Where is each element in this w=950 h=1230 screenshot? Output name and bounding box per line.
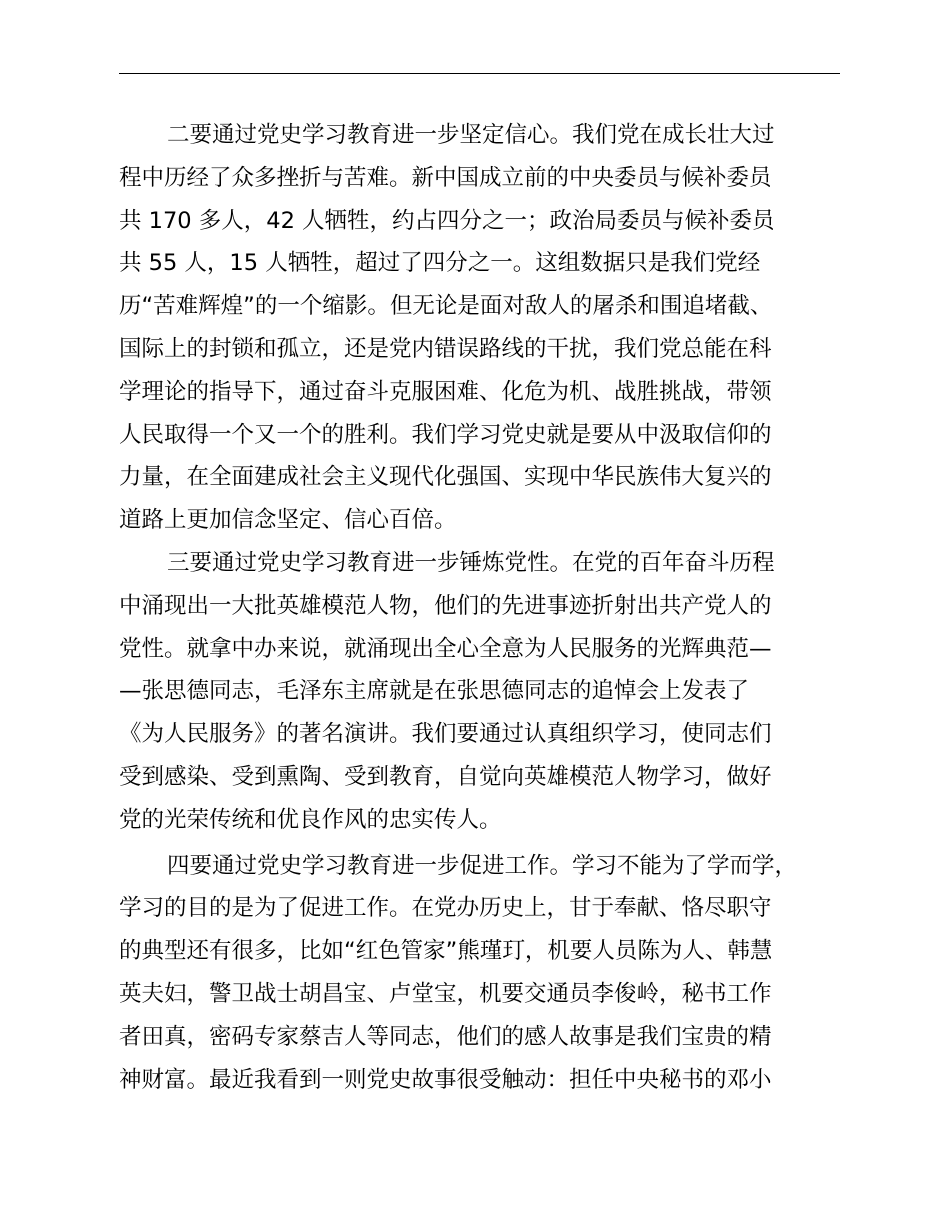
text-line: 学理论的指导下，通过奋斗克服困难、化危为机、战胜挑战，带领 <box>119 378 772 405</box>
text-line: 力量，在全面建成社会主义现代化强国、实现中华民族伟大复兴的 <box>119 464 772 491</box>
text-line: 学习的目的是为了促进工作。在党办历史上，甘于奉献、恪尽职守 <box>119 895 772 922</box>
text-line: 四要通过党史学习教育进一步促进工作。学习不能为了学而学， <box>167 852 798 879</box>
text-line: 共 55 人，15 人牺牲，超过了四分之一。这组数据只是我们党经 <box>119 250 761 277</box>
document-body <box>119 114 840 1101</box>
text-line: 二要通过党史学习教育进一步坚定信心。我们党在成长壮大过 <box>167 122 775 148</box>
text-line: 党性。就拿中办来说，就涌现出全心全意为人民服务的光辉典范— <box>119 635 772 662</box>
text-line: 共 170 多人，42 人牺牲，约占四分之一；政治局委员与候补委员 <box>119 207 775 234</box>
text-line: 党的光荣传统和优良作风的忠实传人。 <box>119 806 502 833</box>
paragraph <box>119 114 840 542</box>
text-line: 中涌现出一大批英雄模范人物，他们的先进事迹折射出共产党人的 <box>119 592 772 619</box>
text-line: 的典型还有很多，比如“红色管家”熊瑾玎，机要人员陈为人、韩慧 <box>119 938 773 965</box>
text-line: 者田真，密码专家蔡吉人等同志，他们的感人故事是我们宝贵的精 <box>119 1023 772 1050</box>
text-line: 受到感染、受到熏陶、受到教育，自觉向英雄模范人物学习，做好 <box>119 763 772 790</box>
text-line: 《为人民服务》的著名演讲。我们要通过认真组织学习，使同志们 <box>119 721 772 748</box>
paragraph <box>119 542 840 842</box>
paragraph <box>119 845 840 1102</box>
text-line: 人民取得一个又一个的胜利。我们学习党史就是要从中汲取信仰的 <box>119 421 772 448</box>
text-line: 三要通过党史学习教育进一步锤炼党性。在党的百年奋斗历程 <box>167 549 775 576</box>
text-line: 英夫妇，警卫战士胡昌宝、卢堂宝，机要交通员李俊岭，秘书工作 <box>119 980 772 1007</box>
text-line: 道路上更加信念坚定、信心百倍。 <box>119 507 457 534</box>
header-rule <box>119 73 840 74</box>
text-line: 神财富。最近我看到一则党史故事很受触动：担任中央秘书的邓小 <box>119 1066 772 1093</box>
text-line: 历“苦难辉煌”的一个缩影。但无论是面对敌人的屠杀和围追堵截、 <box>119 293 773 320</box>
text-line: —张思德同志，毛泽东主席就是在张思德同志的追悼会上发表了 <box>119 678 750 705</box>
text-line: 程中历经了众多挫折与苦难。新中国成立前的中央委员与候补委员 <box>119 164 772 191</box>
text-line: 国际上的封锁和孤立，还是党内错误路线的干扰，我们党总能在科 <box>119 335 772 362</box>
